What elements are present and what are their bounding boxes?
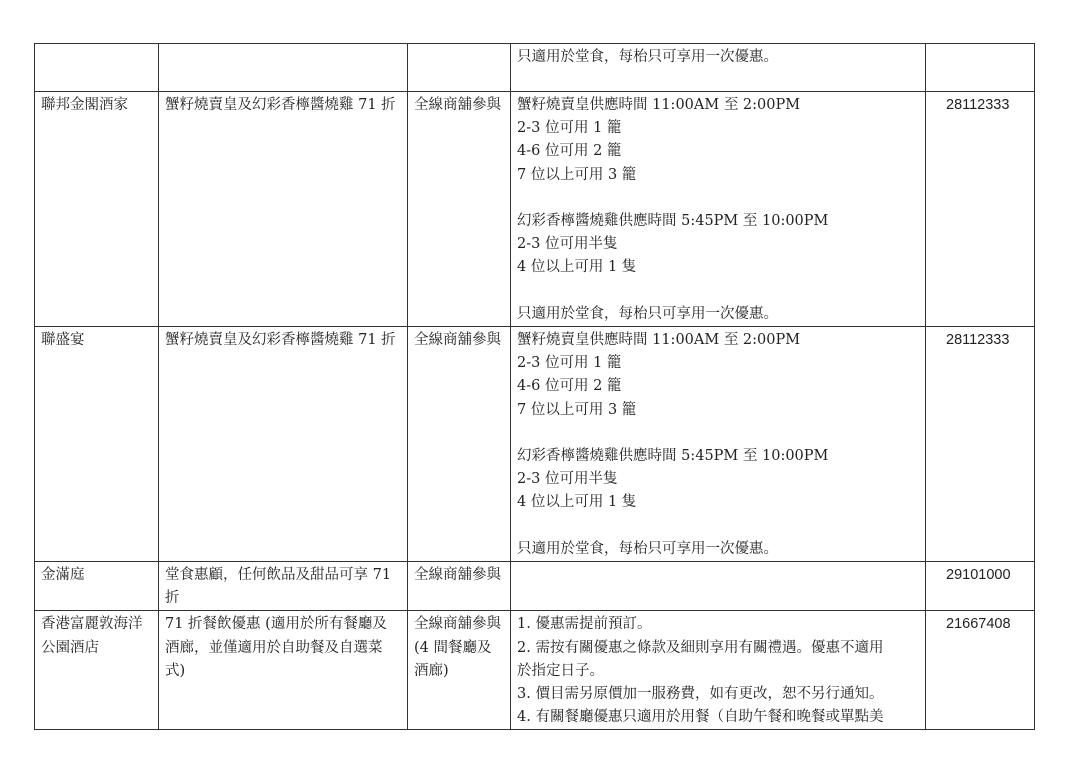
restaurant-name-cell: 香港富麗敦海洋公園酒店 (35, 611, 159, 730)
detail-line: 2-3 位可用 1 籠 (517, 355, 622, 372)
detail-line: 於指定日子。 (517, 662, 604, 679)
detail-line: 2-3 位可用半隻 (517, 236, 618, 253)
details-cell (511, 92, 926, 327)
offer-cell: 蟹籽燒賣皇及幻彩香檸醬燒雞 71 折 (159, 92, 408, 327)
phone-cell (926, 44, 1035, 92)
restaurant-name-cell: 聯邦金閣酒家 (35, 92, 159, 327)
detail-line: 3. 價目需另原價加一服務費，如有更改，恕不另行通知。 (517, 686, 884, 703)
table-row (35, 92, 1035, 327)
offer-cell: 71 折餐飲優惠 (適用於所有餐廳及酒廊，並僅適用於自助餐及自選菜式) (159, 611, 408, 730)
detail-line: 4 位以上可用 1 隻 (517, 259, 637, 276)
detail-line: 只適用於堂食，每枱只可享用一次優惠。 (517, 305, 778, 322)
detail-line: 4 位以上可用 1 隻 (517, 494, 637, 511)
table-row (35, 562, 1035, 611)
details-cell (511, 44, 926, 92)
detail-line: 幻彩香檸醬燒雞供應時間 5:45PM 至 10:00PM (517, 448, 829, 464)
detail-spacer (517, 187, 919, 210)
detail-line: 7 位以上可用 3 籠 (517, 401, 637, 418)
table-row (35, 44, 1035, 92)
phone-cell: 28112333 (926, 327, 1035, 562)
phone-cell: 21667408 (926, 611, 1035, 730)
table-row (35, 327, 1035, 562)
detail-spacer (517, 422, 919, 445)
details-cell (511, 327, 926, 562)
restaurant-name-cell: 金滿庭 (35, 562, 159, 611)
detail-line: 1. 優惠需提前預訂。 (517, 616, 652, 633)
phone-cell: 28112333 (926, 92, 1035, 327)
detail-spacer (517, 515, 919, 538)
detail-line: 2. 需按有關優惠之條款及細則享用有關禮遇。優惠不適用 (517, 639, 884, 656)
offers-table (34, 43, 1035, 730)
detail-line: 4-6 位可用 2 籠 (517, 378, 622, 395)
detail-line: 幻彩香檸醬燒雞供應時間 5:45PM 至 10:00PM (517, 213, 829, 229)
detail-line: 蟹籽燒賣皇供應時間 11:00AM 至 2:00PM (517, 97, 801, 113)
offer-cell (159, 44, 408, 92)
restaurant-name-cell: 聯盛宴 (35, 327, 159, 562)
detail-line: 2-3 位可用 1 籠 (517, 120, 622, 137)
detail-line: 蟹籽燒賣皇供應時間 11:00AM 至 2:00PM (517, 332, 801, 348)
detail-line: 4. 有關餐廳優惠只適用於用餐（自助午餐和晚餐或單點美 (517, 709, 884, 726)
details-cell (511, 611, 926, 730)
detail-line: 4-6 位可用 2 籠 (517, 143, 622, 160)
details-cell (511, 562, 926, 611)
detail-spacer (517, 280, 919, 303)
participation-cell: 全線商舖參與 (408, 562, 511, 611)
detail-line: 2-3 位可用半隻 (517, 471, 618, 488)
participation-cell: 全線商舖參與(4 間餐廳及酒廊) (408, 611, 511, 730)
detail-line: 7 位以上可用 3 籠 (517, 166, 637, 183)
offer-cell: 堂食惠顧，任何飲品及甜品可享 71 折 (159, 562, 408, 611)
detail-line: 只適用於堂食，每枱只可享用一次優惠。 (517, 540, 778, 557)
participation-cell (408, 44, 511, 92)
participation-cell: 全線商舖參與 (408, 92, 511, 327)
table-row (35, 611, 1035, 730)
participation-cell: 全線商舖參與 (408, 327, 511, 562)
phone-cell: 29101000 (926, 562, 1035, 611)
detail-line: 只適用於堂食，每枱只可享用一次優惠。 (517, 49, 778, 65)
offer-cell: 蟹籽燒賣皇及幻彩香檸醬燒雞 71 折 (159, 327, 408, 562)
restaurant-name-cell (35, 44, 159, 92)
